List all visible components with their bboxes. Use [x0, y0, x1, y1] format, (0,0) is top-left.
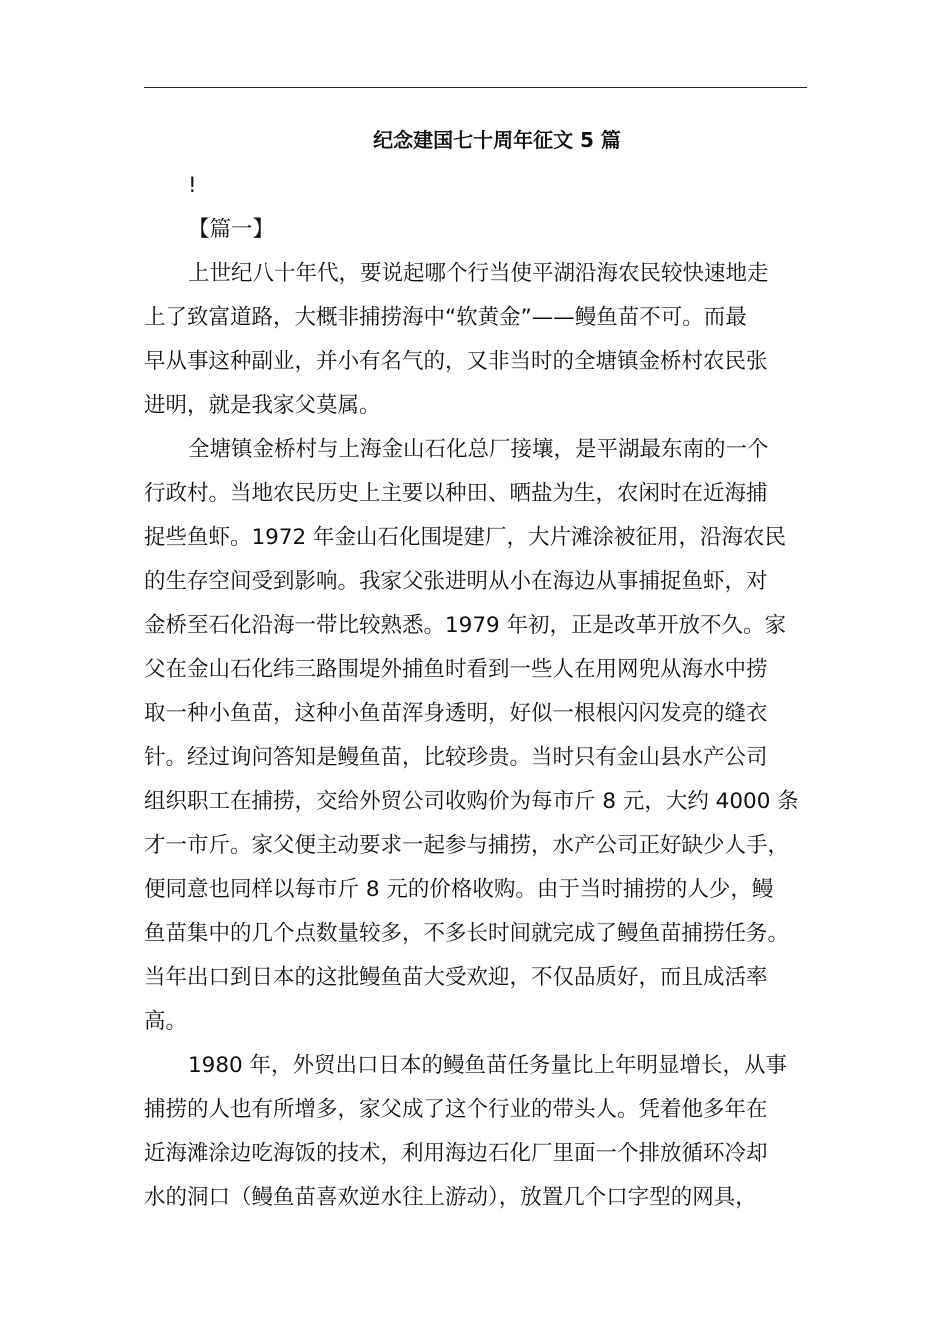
paragraph-line: 近海滩涂边吃海饭的技术，利用海边石化厂里面一个排放循环冷却 — [144, 1141, 768, 1166]
paragraph-line: 的生存空间受到影响。我家父张进明从小在海边从事捕捉鱼虾，对 — [144, 569, 768, 594]
paragraph-line: 早从事这种副业，并小有名气的，又非当时的全塘镇金桥村农民张 — [144, 349, 768, 374]
paragraph-line: 全塘镇金桥村与上海金山石化总厂接壤，是平湖最东南的一个 — [188, 437, 769, 462]
paragraph-line: 行政村。当地农民历史上主要以种田、晒盐为生，农闲时在近海捕 — [144, 481, 768, 506]
paragraph-line: 才一市斤。家父便主动要求一起参与捕捞，水产公司正好缺少人手， — [144, 833, 790, 858]
header-rule — [144, 87, 807, 88]
paragraph-line: 上了致富道路，大概非捕捞海中“软黄金”——鳗鱼苗不可。而最 — [144, 305, 747, 330]
paragraph-line: 水的洞口（鳗鱼苗喜欢逆水往上游动），放置几个口字型的网具， — [144, 1185, 757, 1210]
section-label: 【篇一】 — [188, 217, 275, 242]
document-title: 纪念建国七十周年征文 5 篇 — [373, 128, 621, 152]
paragraph-line: 便同意也同样以每市斤 8 元的价格收购。由于当时捕捞的人少，鳗 — [144, 877, 774, 902]
paragraph-line: 高。 — [144, 1009, 188, 1034]
paragraph-line: 鱼苗集中的几个点数量较多，不多长时间就完成了鳗鱼苗捕捞任务。 — [144, 921, 790, 946]
paragraph-line: 上世纪八十年代，要说起哪个行当使平湖沿海农民较快速地走 — [188, 261, 769, 286]
paragraph-line: 1980 年，外贸出口日本的鳗鱼苗任务量比上年明显增长，从事 — [188, 1053, 788, 1078]
paragraph-line: 捕捞的人也有所增多，家父成了这个行业的带头人。凭着他多年在 — [144, 1097, 768, 1122]
paragraph-line: 父在金山石化纬三路围堤外捕鱼时看到一些人在用网兜从海水中捞 — [144, 657, 768, 682]
paragraph-line: 金桥至石化沿海一带比较熟悉。1979 年初，正是改革开放不久。家 — [144, 613, 787, 638]
paragraph-line: 捉些鱼虾。1972 年金山石化围堤建厂，大片滩涂被征用，沿海农民 — [144, 525, 787, 550]
paragraph-line: 当年出口到日本的这批鳗鱼苗大受欢迎，不仅品质好，而且成活率 — [144, 965, 768, 990]
exclamation-mark: ! — [188, 173, 197, 198]
paragraph-line: 针。经过询问答知是鳗鱼苗，比较珍贵。当时只有金山县水产公司 — [144, 745, 768, 770]
paragraph-line: 取一种小鱼苗，这种小鱼苗浑身透明，好似一根根闪闪发亮的缝衣 — [144, 701, 768, 726]
paragraph-line: 组织职工在捕捞，交给外贸公司收购价为每市斤 8 元，大约 4000 条 — [144, 789, 799, 814]
paragraph-line: 进明，就是我家父莫属。 — [144, 393, 381, 418]
